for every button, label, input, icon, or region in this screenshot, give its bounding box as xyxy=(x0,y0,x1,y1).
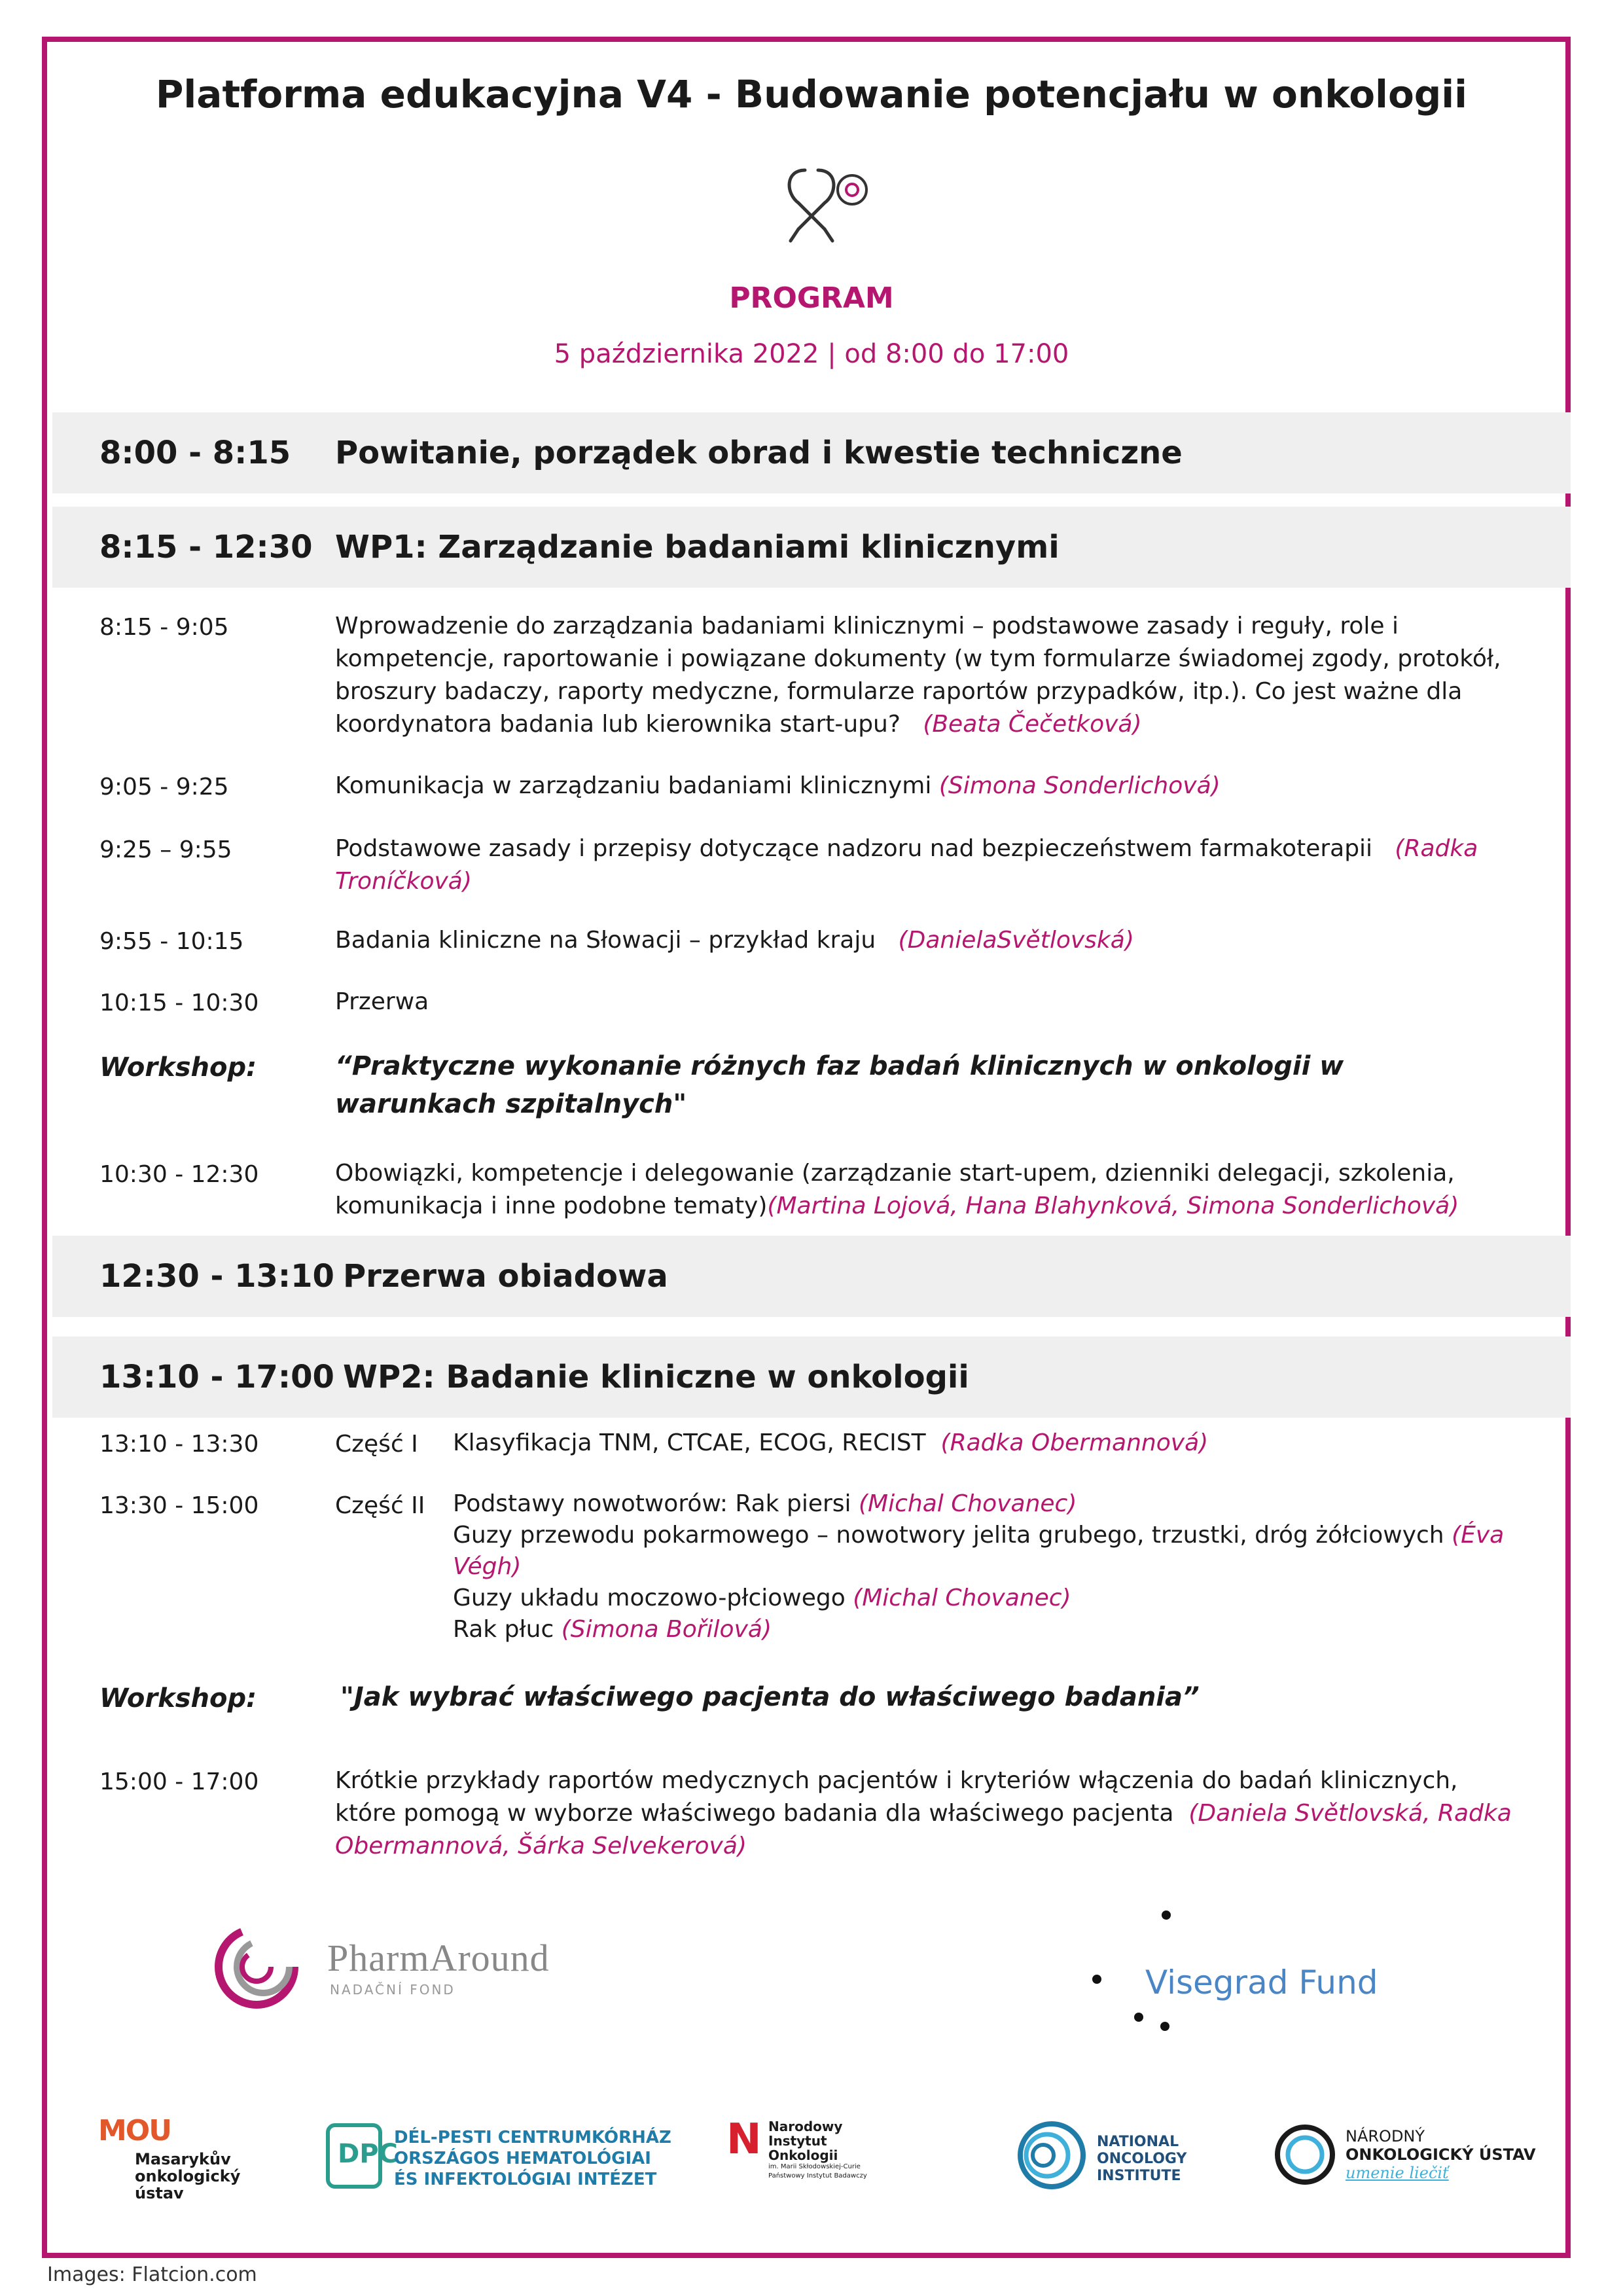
session-band-lunch xyxy=(52,1236,1571,1317)
nio-line: Onkologii xyxy=(768,2147,838,2163)
nio-line: Państwowy Instytut Badawczy xyxy=(768,2172,867,2179)
item-speaker: (Radka Troníčková) xyxy=(335,835,1478,895)
item-text: Rak płuc xyxy=(453,1616,554,1643)
delpesti-mark: DPC xyxy=(338,2139,398,2169)
item-text: Krótkie przykłady raportów medycznych pacjentów i kryteriów włączenia do badań klinicznych, które pomogą w wyborze właściwego badania dla właściwego pacjenta xyxy=(335,1767,1458,1827)
nio-line: Narodowy xyxy=(768,2119,843,2134)
item-time: 13:30 - 15:00 xyxy=(99,1492,259,1519)
session-time: 12:30 - 13:10 xyxy=(99,1258,334,1295)
item-description xyxy=(335,610,1513,741)
item-text: Guzy układu moczowo-płciowego xyxy=(453,1585,846,1611)
item-description xyxy=(453,1427,1513,1460)
session-time: 13:10 - 17:00 xyxy=(99,1359,334,1395)
item-speaker: (Simona Bořilová) xyxy=(561,1616,772,1643)
item-description xyxy=(335,833,1513,898)
workshop-label: Workshop: xyxy=(99,1683,257,1713)
delpesti-text xyxy=(394,2127,671,2190)
item-time: 8:15 - 9:05 xyxy=(99,614,229,641)
noi-line: ONCOLOGY xyxy=(1097,2151,1187,2167)
item-text: Komunikacja w zarządzaniu badaniami klinicznymi xyxy=(335,772,932,799)
pharmaround-name: PharmAround xyxy=(327,1937,550,1979)
nio-logo xyxy=(726,2115,910,2207)
session-time: 8:15 - 12:30 xyxy=(99,529,313,565)
item-time: 9:55 - 10:15 xyxy=(99,928,244,955)
session-title: Przerwa obiadowa xyxy=(343,1258,668,1295)
nou-circles-icon xyxy=(1272,2122,1338,2187)
visegrad-name: Visegrad Fund xyxy=(1145,1964,1378,2001)
mou-text xyxy=(135,2151,240,2202)
noi-line: INSTITUTE xyxy=(1097,2168,1181,2184)
item-text: Podstawy nowotworów: Rak piersi xyxy=(453,1490,851,1517)
mou-mark: MOU xyxy=(98,2114,171,2147)
item-speaker: (Daniela Světlovská, Radka Obermannová, Šárka Selvekerová) xyxy=(335,1800,1512,1859)
item-speaker: (Michal Chovanec) xyxy=(853,1585,1071,1611)
item-time: 10:30 - 12:30 xyxy=(99,1161,259,1188)
item-description xyxy=(335,1157,1513,1223)
noi-text xyxy=(1097,2134,1186,2185)
delpesti-logo xyxy=(326,2123,671,2202)
item-description xyxy=(335,770,1513,802)
nou-text xyxy=(1346,2127,1536,2182)
item-time: 9:25 – 9:55 xyxy=(99,836,232,863)
item-text: Przerwa xyxy=(335,988,429,1015)
session-band-wp2 xyxy=(52,1336,1571,1418)
mou-line: onkologický xyxy=(135,2167,241,2185)
item-text: Klasyfikacja TNM, CTCAE, ECOG, RECIST xyxy=(453,1429,926,1456)
session-title: WP2: Badanie kliniczne w onkologii xyxy=(343,1359,969,1395)
item-description xyxy=(335,1765,1513,1863)
topic-line xyxy=(453,1488,1507,1520)
pharmaround-subtitle: NADAČNÍ FOND xyxy=(330,1982,455,1998)
nio-line: im. Marii Skłodowskiej-Curie xyxy=(768,2163,861,2170)
session-band-welcome xyxy=(52,412,1571,493)
item-speaker: (Beata Čečetková) xyxy=(923,711,1142,738)
delpesti-line: ÉS INFEKTOLÓGIAI INTÉZET xyxy=(394,2170,657,2189)
page-title: Platforma edukacyjna V4 - Budowanie potencjału w onkologii xyxy=(155,72,1468,117)
item-part: Część I xyxy=(335,1431,418,1458)
item-description xyxy=(453,1488,1507,1645)
item-speaker: (DanielaSvětlovská) xyxy=(898,927,1134,954)
nio-mark: N xyxy=(726,2115,762,2164)
topic-line xyxy=(453,1520,1507,1583)
delpesti-line: ORSZÁGOS HEMATOLÓGIAI xyxy=(394,2149,651,2168)
item-speaker: (Éva Végh) xyxy=(453,1522,1505,1580)
mou-line: ústav xyxy=(135,2184,184,2202)
nou-line: ONKOLOGICKÝ ÚSTAV xyxy=(1346,2145,1536,2164)
session-band-wp1 xyxy=(52,507,1571,588)
event-date: 5 października 2022 | od 8:00 do 17:00 xyxy=(554,339,1069,369)
item-time: 15:00 - 17:00 xyxy=(99,1768,259,1795)
noi-line: NATIONAL xyxy=(1097,2134,1179,2150)
workshop-label: Workshop: xyxy=(99,1052,257,1083)
nou-logo xyxy=(1272,2122,1536,2207)
item-description xyxy=(335,924,1513,957)
nou-line: NÁRODNÝ xyxy=(1346,2127,1425,2145)
image-credit: Images: Flatcion.com xyxy=(47,2263,257,2286)
item-text: Guzy przewodu pokarmowego – nowotwory jelita grubego, trzustki, dróg żółciowych xyxy=(453,1522,1444,1549)
session-title: Powitanie, porządek obrad i kwestie techniczne xyxy=(335,435,1183,471)
item-text: Wprowadzenie do zarządzania badaniami klinicznymi – podstawowe zasady i reguły, role i kompetencje, raportowanie i powiązane dokumenty (w tym formularze świadomej zgody, protokół, broszury badaczy, raporty medyczne, formularze raportów przypadków, itp.). Co jest ważne dla koordynatora badania lub kierownika start-upu? xyxy=(335,613,1501,738)
program-heading: PROGRAM xyxy=(729,281,894,315)
noi-circles-icon xyxy=(1016,2119,1088,2191)
item-time: 10:15 - 10:30 xyxy=(99,990,259,1016)
workshop-title: “Praktyczne wykonanie różnych faz badań klinicznych w onkologii w warunkach szpitalnych" xyxy=(335,1051,1344,1119)
item-speaker: (Martina Lojová, Hana Blahynková, Simona Sonderlichová) xyxy=(767,1193,1459,1219)
delpesti-line: DÉL-PESTI CENTRUMKÓRHÁZ xyxy=(394,2128,671,2147)
item-speaker: (Simona Sonderlichová) xyxy=(938,772,1221,799)
item-time: 13:10 - 13:30 xyxy=(99,1431,259,1458)
session-time: 8:00 - 8:15 xyxy=(99,435,291,471)
nio-text xyxy=(768,2119,867,2181)
visegrad-logo xyxy=(1080,1898,1420,2042)
nio-line: Instytut xyxy=(768,2133,827,2149)
topic-line xyxy=(453,1614,1507,1645)
topic-line xyxy=(453,1583,1507,1614)
item-speaker: (Michal Chovanec) xyxy=(859,1490,1077,1517)
item-text: Podstawowe zasady i przepisy dotyczące nadzoru nad bezpieczeństwem farmakoterapii xyxy=(335,835,1373,862)
session-title: WP1: Zarządzanie badaniami klinicznymi xyxy=(335,529,1060,565)
item-text: Obowiązki, kompetencje i delegowanie (zarządzanie start-upem, dzienniki delegacji, szkolenia, komunikacja i inne podobne tematy) xyxy=(335,1160,1455,1219)
workshop-title: "Jak wybrać właściwego pacjenta do właściwego badania” xyxy=(340,1682,1200,1712)
pharmaround-logo xyxy=(209,1918,654,2022)
nou-line: umenie liečiť xyxy=(1346,2164,1449,2182)
mou-line: Masarykův xyxy=(135,2150,231,2168)
ribbon-icon xyxy=(779,164,877,249)
mou-logo xyxy=(98,2114,281,2206)
pharmaround-icon xyxy=(209,1918,308,2016)
item-text: Badania kliniczne na Słowacji – przykład kraju xyxy=(335,927,876,954)
noi-logo xyxy=(1016,2119,1212,2204)
item-speaker: (Radka Obermannová) xyxy=(940,1429,1209,1456)
item-part: Część II xyxy=(335,1492,425,1519)
delpesti-icon xyxy=(326,2123,398,2189)
item-time: 9:05 - 9:25 xyxy=(99,774,229,800)
